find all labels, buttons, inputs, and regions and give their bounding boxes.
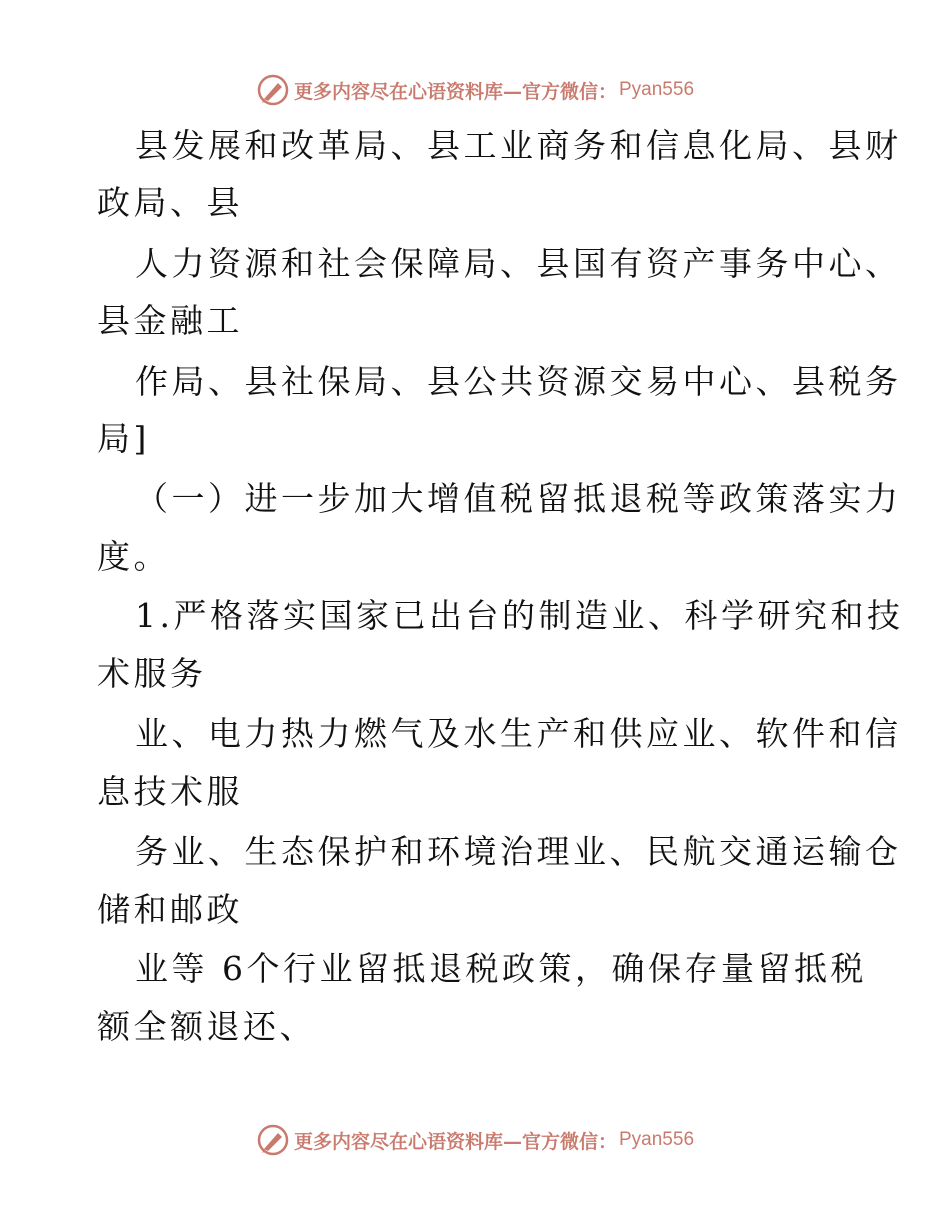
watermark-text: 更多内容尽在心语资料库—官方微信： xyxy=(293,80,617,103)
text-line: 业、电力热力燃气及水生产和供应业、软件和信 xyxy=(135,714,902,753)
footer-watermark xyxy=(0,1120,950,1160)
watermark-id: Pyan556 xyxy=(619,79,695,100)
text-line: 县发展和改革局、县工业商务和信息化局、县财 xyxy=(135,126,902,165)
text-line: 业等 6个行业留抵退税政策，确保存量留抵税 xyxy=(135,949,867,988)
text-line: （一）进一步加大增值税留抵退税等政策落实力 xyxy=(135,479,902,518)
text-line: 作局、县社保局、县公共资源交易中心、县税务 xyxy=(135,362,902,401)
text-line: 储和邮政 xyxy=(97,890,243,929)
pen-logo-icon xyxy=(256,1123,290,1157)
text-line: 度。 xyxy=(97,537,170,576)
watermark-text: 更多内容尽在心语资料库—官方微信： xyxy=(293,1130,617,1153)
header-watermark xyxy=(0,70,950,110)
text-line: 术服务 xyxy=(97,654,207,693)
text-line: 政局、县 xyxy=(97,183,243,222)
watermark-id: Pyan556 xyxy=(619,1129,695,1150)
text-line: 息技术服 xyxy=(97,772,243,811)
text-line: 县金融工 xyxy=(97,301,243,340)
text-line: 局] xyxy=(97,419,150,458)
text-line: 1.严格落实国家已出台的制造业、科学研究和技 xyxy=(135,596,904,635)
text-line: 额全额退还、 xyxy=(97,1007,316,1046)
text-line: 人力资源和社会保障局、县国有资产事务中心、 xyxy=(135,244,902,283)
text-line: 务业、生态保护和环境治理业、民航交通运输仓 xyxy=(135,832,902,871)
pen-logo-icon xyxy=(256,73,290,107)
